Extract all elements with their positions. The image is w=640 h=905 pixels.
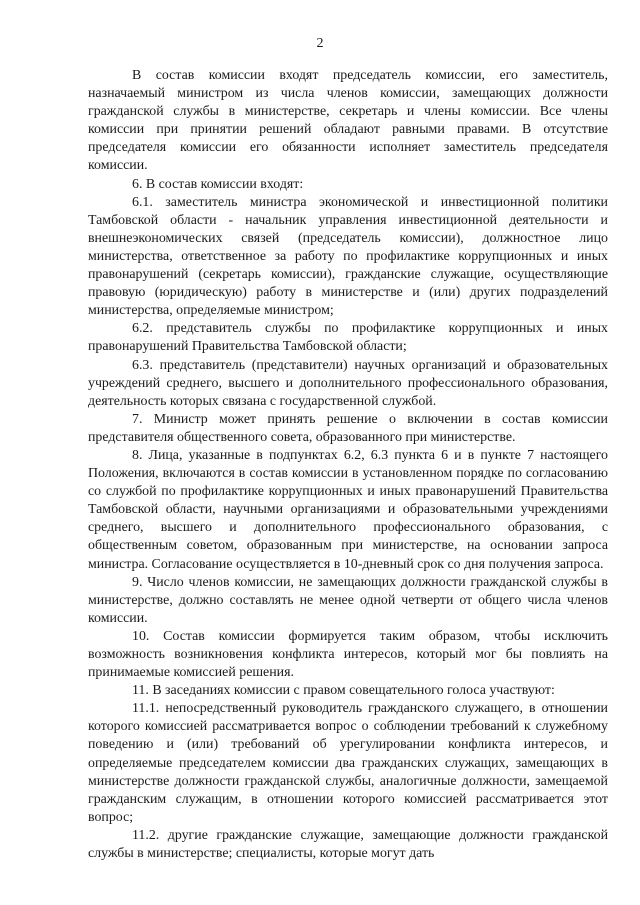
paragraph-10: 10. Состав комиссии формируется таким образом, чтобы исключить возможность возникновения конфликта интересов, который мог бы повлиять на принимаемые комиссией решения. bbox=[88, 628, 608, 681]
paragraph-11-2: 11.2. другие гражданские служащие, замещающие должности гражданской службы в министерстве; специалисты, которые могут дать bbox=[88, 827, 608, 862]
page-number: 2 bbox=[316, 36, 324, 51]
paragraph-6-2: 6.2. представитель службы по профилактике коррупционных и иных правонарушений Правительства Тамбовской области; bbox=[88, 321, 608, 355]
paragraph-6: 6. В состав комиссии входят: bbox=[132, 176, 304, 192]
document-body bbox=[88, 67, 608, 863]
paragraph-6-3: 6.3. представитель (представители) научных организаций и образовательных учреждений среднего, высшего и дополнительного профессионального образования, деятельность которых связана с государственной службой. bbox=[88, 357, 608, 409]
paragraph-commission-composition-intro: В состав комиссии входят председатель комиссии, его заместитель, назначаемый министром из числа членов комиссии, замещающих должности гражданской службы в министерстве, секретарь и члены комиссии. Все члены комиссии при принятии решений обладают равными правами. В отсутствие председателя комиссии его обязанности исполняет заместитель председателя комиссии. bbox=[88, 68, 608, 174]
paragraph-7: 7. Министр может принять решение о включении в состав комиссии представителя общественного совета, образованного при министерстве. bbox=[88, 411, 608, 445]
paragraph-9: 9. Число членов комиссии, не замещающих должности гражданской службы в министерстве, должно составлять не менее одной четверти от общего числа членов комиссии. bbox=[88, 574, 608, 626]
paragraph-11-1: 11.1. непосредственный руководитель гражданского служащего, в отношении которого комиссией рассматривается вопрос о соблюдении требований к служебному поведению и (или) требований об урегулировании конфликта интересов, и определяемые председателем комиссии два гражданских служащих, замещающих в министерстве должности гражданской службы, аналогичные должности, замещаемой гражданским служащим, в отношении которого комиссией рассматривается этот вопрос; bbox=[88, 701, 608, 825]
paragraph-11: 11. В заседаниях комиссии с правом совещательного голоса участвуют: bbox=[132, 683, 555, 699]
paragraph-6-1: 6.1. заместитель министра экономической и инвестиционной политики Тамбовской области - начальник управления инвестиционной деятельности и внешнеэкономических связей (председатель комиссии), должностное лицо министерства, ответственное за работу по профилактике коррупционных и иных правонарушений (секретарь комиссии), гражданские служащие, осуществляющие правовую (юридическую) работу в министерстве и (или) других подразделений министерства, определяемые министром; bbox=[88, 194, 608, 319]
paragraph-8: 8. Лица, указанные в подпунктах 6.2, 6.3 пункта 6 и в пункте 7 настоящего Положения, включаются в состав комиссии в установленном порядке по согласованию со службой по профилактике коррупционных и иных правонарушений Правительства Тамбовской области, научными организациями и образовательными учреждениями среднего, высшего и дополнительного профессионального образования, с общественным советом, образованным при министерстве, на основании запроса министра. Согласование осуществляется в 10-дневный срок со дня получения запроса. bbox=[88, 447, 608, 572]
